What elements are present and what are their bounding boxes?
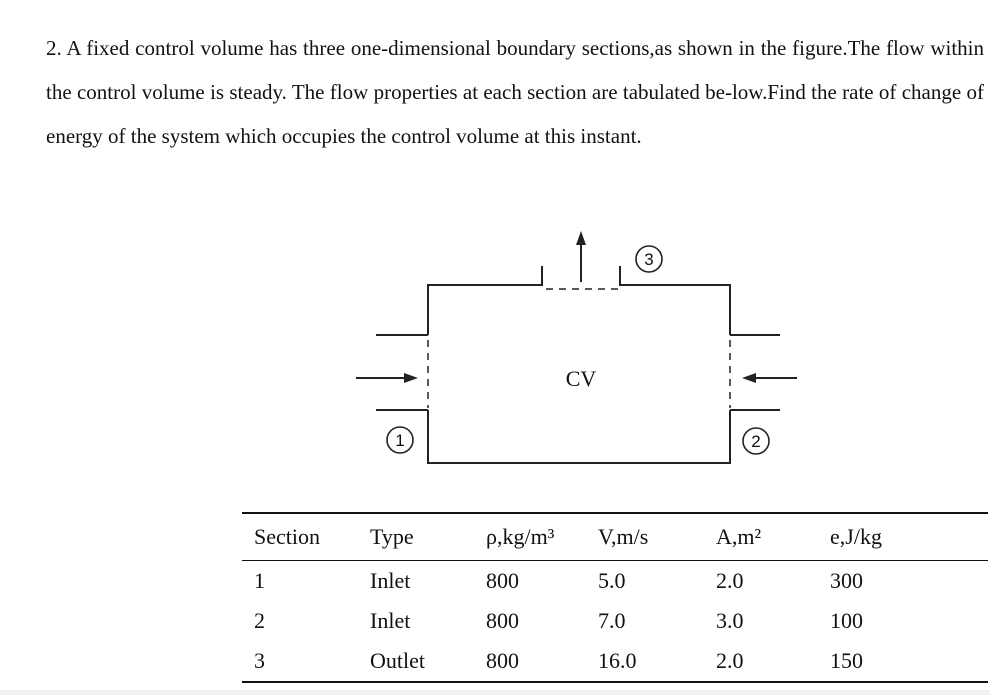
cv-label: CV xyxy=(565,366,597,391)
cell-area: 2.0 xyxy=(716,648,744,673)
header-velocity: V,m/s xyxy=(598,524,649,549)
cell-section: 2 xyxy=(254,608,265,633)
header-type: Type xyxy=(370,524,414,549)
cell-area: 2.0 xyxy=(716,568,744,593)
cell-type: Inlet xyxy=(370,608,411,633)
top-left-wall xyxy=(428,266,542,335)
section-1-label: 1 xyxy=(395,431,405,450)
section-2-label: 2 xyxy=(751,432,761,451)
header-area: A,m² xyxy=(716,524,762,549)
cell-density: 800 xyxy=(486,568,519,593)
cell-type: Inlet xyxy=(370,568,411,593)
header-energy: e,J/kg xyxy=(830,524,882,549)
table-row xyxy=(242,601,988,641)
problem-statement: 2. A fixed control volume has three one-dimensional boundary sections,as shown in the figure.The flow within the control volume is steady. The flow properties at each section are tabulated be-low.Find the rate of change of energy of the system which occupies the control volume at this instant. xyxy=(46,36,984,148)
cell-section: 1 xyxy=(254,568,265,593)
section-3-label: 3 xyxy=(644,250,654,269)
inlet-2-arrowhead-icon xyxy=(742,373,756,383)
bottom-wall xyxy=(428,410,730,463)
table-row xyxy=(242,561,988,602)
table-header-row xyxy=(242,513,988,561)
inlet-1-arrowhead-icon xyxy=(404,373,418,383)
table-row xyxy=(242,641,988,682)
cell-velocity: 16.0 xyxy=(598,648,637,673)
cell-density: 800 xyxy=(486,648,519,673)
control-volume-figure xyxy=(340,224,800,474)
flow-properties-table xyxy=(242,512,988,683)
bottom-strip xyxy=(0,690,990,695)
header-section: Section xyxy=(254,524,320,549)
cell-energy: 100 xyxy=(830,608,863,633)
header-density: ρ,kg/m³ xyxy=(486,524,555,549)
cell-velocity: 7.0 xyxy=(598,608,626,633)
cell-area: 3.0 xyxy=(716,608,744,633)
cell-section: 3 xyxy=(254,648,265,673)
cell-energy: 150 xyxy=(830,648,863,673)
cell-type: Outlet xyxy=(370,648,425,673)
cell-velocity: 5.0 xyxy=(598,568,626,593)
outlet-3-arrowhead-icon xyxy=(576,231,586,245)
cell-density: 800 xyxy=(486,608,519,633)
cell-energy: 300 xyxy=(830,568,863,593)
control-volume-diagram xyxy=(340,224,800,474)
top-right-wall xyxy=(620,266,730,335)
